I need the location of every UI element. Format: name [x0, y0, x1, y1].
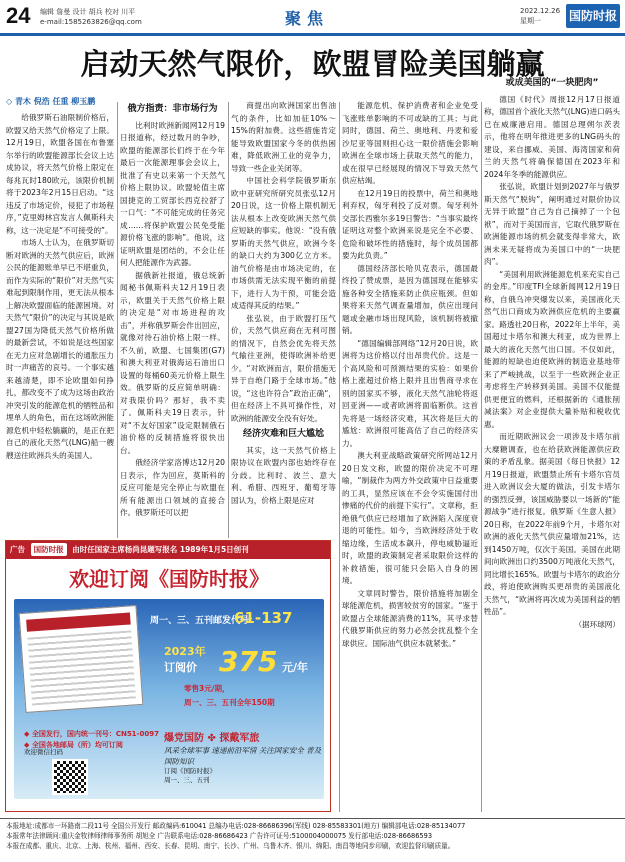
ad-logo: 国防时报 [31, 543, 67, 556]
editor-names: 编辑 詹曼 设计 胡兵 校对 川平 [40, 8, 136, 16]
paragraph: 市场人士认为，在俄罗斯切断对欧洲的天然气供应后，欧洲公民的能源账单早已不堪重负，而作为实际的“限价”对天然气实难起到限制作用，更无法从根本上解决欧盟面临的能源困境。对天然气“限价”的决定与其说是欧盟27国为降低天然气价格所做的最新尝试，不如说是这些国家在无力应对急剧增长的通胀压力时一声痛苦的哀号。一个事实越来越清楚，即不论欧盟如何挣扎，都改变不了成为这场由政治冲突引发的能源危机的牺牲品和埋单人的角色，而在这场欧洲能源危机中轻松躺赢的，是正在把自己的液化天然气(LNG)船一艘艘送往欧洲兵头的美国人。 [6, 238, 114, 460]
ad-title: 欢迎订阅《国防时报》 [69, 567, 269, 591]
section-title: 聚焦 [285, 9, 330, 28]
newspaper-image [19, 605, 144, 713]
subscription-advertisement [5, 540, 331, 812]
ad-slogan: 爆党国防 ✤ 探戴军旅 [164, 733, 260, 744]
subheading: 或成美国的“一块肥肉” [505, 78, 599, 88]
ad-banner-text: 由时任国家主席杨尚昆题写报名 1989年1月5日创刊 [72, 545, 249, 554]
paragraph: 俄经济学家洛博达12月20日表示，作为回应，莫斯科的反应可能是完全停止与欧盟在所有能源出口领域的直接合作。俄罗斯还可以把 [120, 458, 225, 517]
paragraph: 比利时欧洲新闻网12月19日报道称，经过数月的争吵，欧盟的能源部长们终于在今年最后一次能源理事会会议上，批准了有史以来第一个天然气价格上限协议。欧盟轮值主席国捷克的工贸部长西克拉舒了一口气：“不可能完成的任务完成……将保护欧盟公民免受能源价格飞涨的影响”。他说，这证明欧盟是团结的，不会让任何人把能源作为武器。 [120, 120, 225, 267]
ad-price-unit: 元/年 [282, 661, 309, 674]
paragraph: 澳大利亚战略政策研究所网站12月20日发文称，欧盟的限价决定不可理喻，“制裁作为两方外交政策中日益重要的工具，显然应该在不会令实施国付出惨痛的代价的前提下实行”。文章称，拒绝俄气供应已经增加了欧洲陷入深度衰退的可能性。如今，当欧洲经济处于收缩边缘，生活成本飙升，停电威胁逼近时，欧盟的政策制定者采取限价这样的补救措施，很可能只会陷入自身的困境。 [342, 451, 478, 585]
paragraph: 中国社会科学院俄罗斯东欧中亚研究所研究员张弘12月20日说，这一价格上限机制无法从根本上改变欧洲天然气供应短缺的事实。他说：“没有俄罗斯的天然气供应，欧洲今冬的缺口大约为300亿立方米。油气价格是由市场决定的，在市场供需无法实现平衡的前提下，进行人为干预，可能会造成适得其反的结果。” [231, 176, 336, 310]
paragraph: 文章同时警告，限价措施将加剧全球能源危机，损害较贫穷的国家。“鉴于欧盟占全球能源消费的11%，其寻求替代俄罗斯供应的努力必然会扰乱整个全球供应。国际油气供应本就紧张。” [342, 588, 478, 648]
article-column-2 [120, 100, 225, 540]
paragraph: 而近期欧洲议会一项涉及卡塔尔前大糜糖调查，也在给获欧洲能源供应政策的矛盾乱象。据美国《每日快报》12月19日报道，欧盟禁止所有卡塔尔官员进入欧洲议会大厦的做法，引发卡塔尔的强烈反弹，该国威胁要以一场新的“能源战争”进行报复。俄罗斯《生意人报》20日称，在2022年前9个月，卡塔尔对欧洲的液化天然气供应量增加21%，达到1450万吨，仅次于美国。美国在此期间向欧洲出口约3500万吨液化天然气，同比增长165%。欧盟与卡塔尔的政治分歧，将迫使欧洲购买更昂贵的美国液化天然气，“欧洲将再次成为美国利益的牺牲品”。 [484, 432, 620, 616]
paragraph: “美国利用欧洲能源危机来充实自己的金库。”印度TFI全球新闻网12月19日称，自俄乌冲突爆发以来，美国液化天然气出口商成为欧洲供应危机的主要赢家。路透社20日称，2022年上半年，美国超过卡塔尔和澳大利亚，成为世界上最大的液化天然气出口国。不仅如此，能源的短缺也迫使欧洲的制造业基地带来了严峻挑战，以至于一些欧洲企业正考虑将生产转移到美国。美国不仅能提供更便宜的燃料，还根据新的《通胀削减法案》对企业提供大量补贴和税收优惠。 [484, 269, 620, 429]
ad-postal-label: 周一、三、五刊邮发代号： [150, 616, 259, 626]
paragraph: 德国《时代》周报12月17日报道称，德国首个液化天然气(LNG)进口码头已在威廉港启用。德国总理朔尔茨表示，他将在明年推进更多的LNG码头的建设，来自挪威、美国、海湾国家和荷兰的天然气将确保德国在2023年和2024年冬季的能源供应。 [484, 94, 620, 179]
header-divider [0, 33, 625, 36]
article-column-3 [231, 100, 336, 540]
column-divider [481, 102, 482, 812]
paragraph: 给俄罗斯石油限制价格后，欧盟又给天然气价格定了上限。12月19日，欧盟各国在布鲁塞尔举行的欧盟能源部长会议上达成协议，将天然气价格上限定在每兆瓦时180欧元，该限价机制将于2023年2月15日启动。“这违反了市场定价，侵犯了市场程序，”克里姆林宫发言人佩斯科夫称，这一决定是“不可接受的”。 [6, 113, 114, 235]
column-divider [339, 102, 340, 812]
ad-banner [6, 541, 331, 559]
ad-price: 375 [219, 645, 278, 678]
ad-postal-code: 61-137 [234, 609, 293, 627]
qr-label: 欢迎微信扫码 [24, 748, 63, 756]
ad-body [14, 599, 324, 799]
ad-tagline: 风采全球军事 速递前沿军情 关注国家安全 普及国防知识 [164, 746, 322, 766]
date-text: 2022.12.26 [520, 7, 561, 15]
masthead-logo: 国防时报 [566, 4, 620, 28]
article-column-5 [484, 74, 620, 814]
ad-contact-line: 周一、三、五刊 [164, 776, 210, 784]
ad-contact-line: 订阅《国防时报》 [164, 767, 216, 775]
source-credit: （据环球网） [574, 619, 620, 629]
paragraph: 据俄新社报道，俄总统新闻秘书佩斯科夫12月19日表示，欧盟关于天然气价格上限的决定是“对市场进程的攻击”，并称俄罗斯会作出回应，就像对待石油价格上限一样。不久前，欧盟、七国集团(G7)和澳大利亚对俄海运石油出口设置的每桶60美元价格上限生效。俄罗斯的反应简单明确：对我限价吗？那好，我不卖了。佩斯科夫19日表示，针对“不友好国家”设定限制俄石油价格的反制措施将很快出台。 [120, 270, 225, 455]
paragraph: 在12月19日的投票中，荷兰和奥地利弃权，匈牙利投了反对票。匈牙利外交部长西雅尔多19日警告：“当事实最终证明这对整个欧洲来说是完全不必要、危险和破坏性的措施时，每个成员国都要为此负责。” [342, 188, 478, 260]
editor-email: e-mail:1585263826@qq.com [40, 18, 142, 26]
column-divider [117, 102, 118, 538]
footer-line: 本报常年法律顾问:重庆金牧律师律师事务所 胡旭全 广告联系电话:028-86686423 广告许可证号:5100004000075 发行部电话:028-86686593 [6, 832, 433, 840]
weekday-text: 星期一 [520, 17, 541, 25]
page-footer [0, 818, 625, 862]
ad-label: 广告 [10, 545, 25, 554]
paragraph: “德国编辑部网络”12月20日说，欧洲将为这价格以付出昂贵代价。这是一个高风险和可预测结果的实验：如果价格上涨超过价格上限并且出售商寻求在别的国家买不够，液化天然气油轮将返回亚洲——或者欧洲将面临断供。这首先将是一场经济灾难，其次将是巨大的尴尬：欧洲很可能高估了自己的经济实力。 [342, 338, 478, 448]
byline: ◇ 青木 倪浩 任重 柳玉鹏 [6, 97, 96, 106]
ad-retail: 零售3元/期， [184, 684, 230, 693]
qr-code-icon [52, 759, 88, 795]
list-item: ◆ 全国发行，国内统一刊号：CN51-0097 [24, 730, 159, 738]
paragraph: 张弘说，欧盟计划到2027年与俄罗斯天然气“脱钩”，阐明通过对限价协议无异于欧盟“自己为自己摘掉了一个包袱”，而对于美国而言，它取代俄罗斯在欧洲能源市场的机会就变得非常大，欧洲未来无疑将成为美国口中的“一块肥肉”。 [484, 182, 620, 266]
article-column-4 [342, 100, 478, 812]
paragraph: 能源危机、保护消费者和企业免受飞涨账单影响的不可或缺的工具；与此同时，德国、荷兰、奥地利、丹麦和爱沙尼亚等国则担心这一限价措施会影响欧洲在全球市场上获取天然气的能力，或在很早已经展现的情况下导致天然气供应枯竭。 [342, 101, 478, 185]
ad-contact [164, 767, 216, 785]
footer-line: 本报地址:成都市一环路南二段11号 全国公开发行 邮政编码:610041 总编办电话:028-86686396(军线) 028-85583301(地方) 编辑部电话:028-85134077 [6, 822, 466, 830]
paragraph: 张弘说，由于欧盟打压气价，天然气供应商在无利可图的情况下，自然会优先将天然气输往亚洲，使得欧洲补给更少。“对欧洲而言，限价措施无异于自绝门路于全球市场。”他说，“这也许符合”政治正确“，但在经济上不具可操作性，对欧洲的能源安全没有好处。 [231, 313, 336, 423]
headline: 启动天然气限价，欧盟冒险美国躺赢 [80, 47, 545, 81]
page-header [0, 0, 625, 40]
subheading: 经济灾难和巨大尴尬 [242, 429, 324, 439]
column-divider [228, 102, 229, 538]
editor-credits [40, 7, 142, 27]
page-number: 24 [6, 3, 31, 28]
issue-date [520, 6, 560, 26]
paragraph: 德国经济部长哈贝克表示，德国最终投了赞成票，是因为德国现在能够实施各种安全措施来防止供应瓶颈。但如果将来天然气调查量增加，供应出现问题或金融市场出现风险，该机制将被撤销。 [342, 263, 478, 335]
footer-line: 本报在成都、重庆、北京、上海、杭州、福州、西安、长春、昆明、南宁、长沙、广州、乌鲁木齐、银川、绵阳、南昌等地同步印刷，欢迎监督印刷质量。 [6, 842, 455, 850]
list-item: ◆ 全国各地邮局（所）均可订阅 [24, 741, 123, 749]
ad-schedule: 周一、三、五刊全年150期 [184, 698, 275, 707]
ad-price-label: 订阅价 [164, 661, 197, 674]
ad-year: 2023年 [164, 645, 206, 658]
subheading: 俄方指责：非市场行为 [127, 104, 218, 114]
paragraph: 其实，这一天然气价格上限协议在欧盟内部也始终存在分歧。比利时、波兰、意大利、希腊、西班牙、葡萄牙等国认为，价格上限是应对 [231, 445, 336, 505]
article-column-1 [6, 112, 114, 540]
paragraph: 商提出向欧洲国家出售油气的条件，比如加征10%～15%的附加费。这些措施肯定能导致欧盟国家今冬的供热困难，降低欧洲工业的竞争力，导致一些企业关闭等。 [231, 101, 336, 173]
